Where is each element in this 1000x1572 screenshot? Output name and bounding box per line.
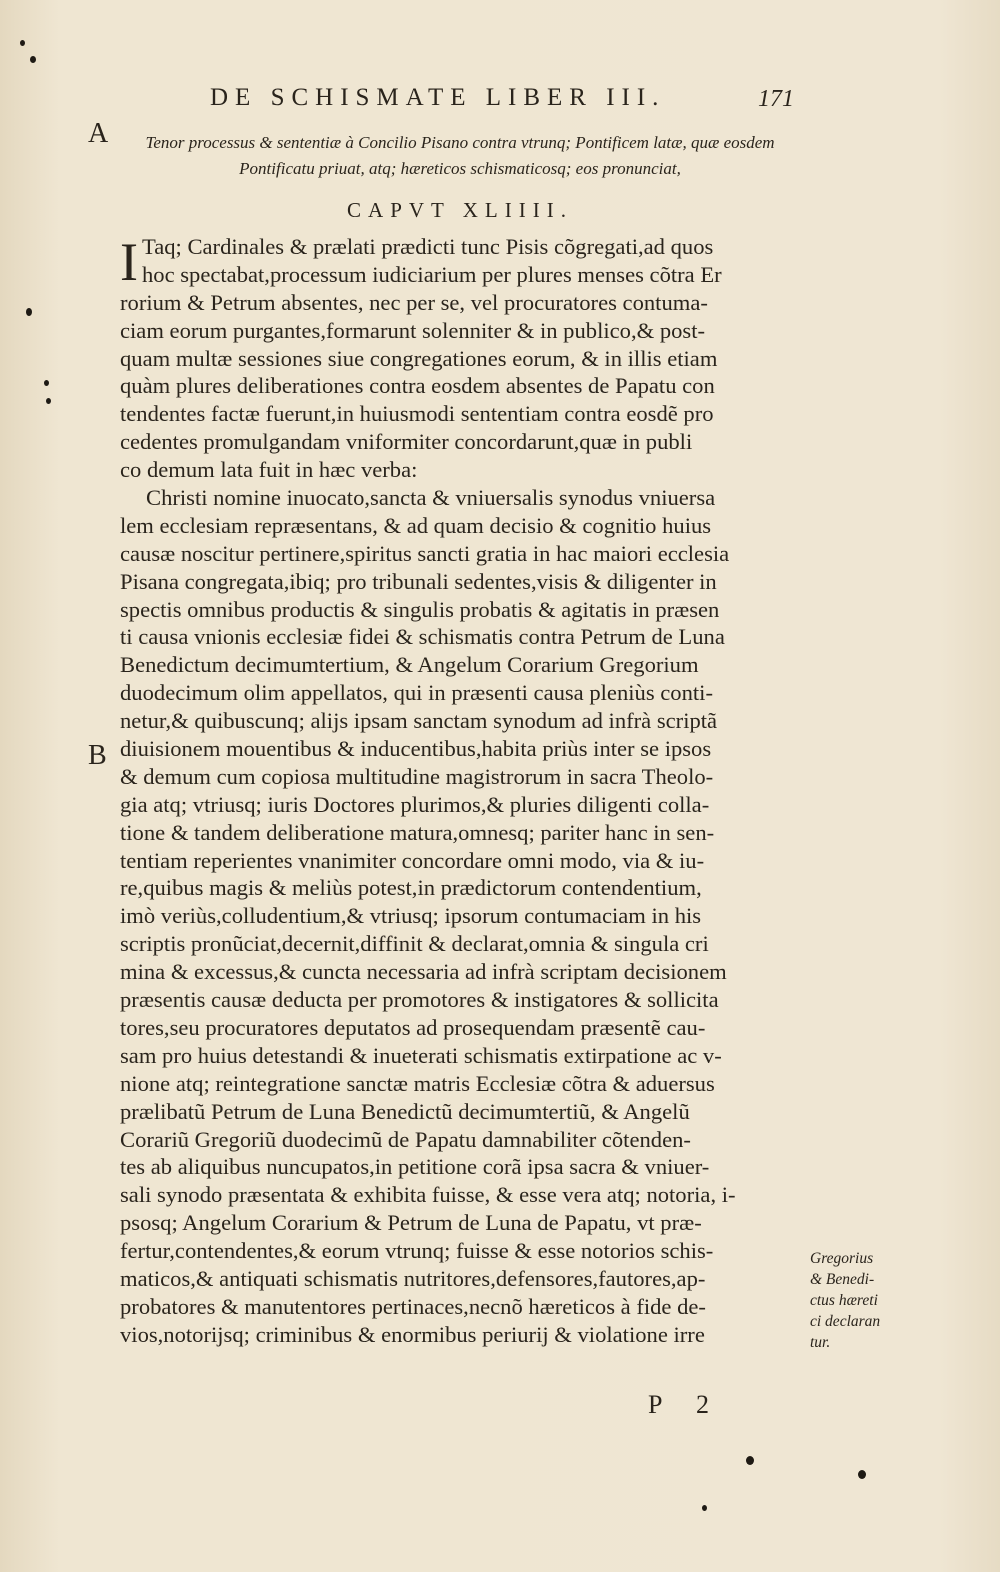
text-line: causæ noscitur pertinere,spiritus sancti gratia in hac maiori ecclesia	[120, 540, 730, 566]
text-line: psosq; Angelum Corarium & Petrum de Luna de Papatu, vt præ-	[120, 1210, 702, 1236]
page-number: 171	[758, 86, 794, 112]
text-line: diuisionem mouentibus & inducentibus,habita priùs inter se ipsos	[120, 736, 712, 762]
ink-spot	[858, 1470, 866, 1479]
text-line: tes ab aliquibus nuncupatos,in petitione corã ipsa sacra & vniuer-	[120, 1154, 710, 1180]
ink-spot	[30, 56, 36, 63]
text-line: tione & tandem deliberatione matura,omnesq; pariter hanc in sen-	[120, 819, 715, 845]
text-line: hoc spectabat,processum iudiciarium per plures menses cõtra Er	[141, 261, 722, 287]
drop-cap: I	[120, 232, 138, 292]
text-line: co demum lata fuit in hæc verba:	[120, 457, 418, 483]
ink-spot	[26, 308, 32, 316]
body-text	[120, 233, 820, 1349]
text-line: probatores & manutentores pertinaces,necnõ hæreticos à fide de-	[120, 1293, 706, 1319]
text-line: prælibatũ Petrum de Luna Benedictũ decimumtertiũ, & Angelũ	[120, 1098, 690, 1124]
text-line: re,quibus magis & meliùs potest,in prædictorum contendentium,	[120, 875, 702, 901]
text-line: Christi nomine inuocato,sancta & vniuersalis synodus vniuersa	[146, 485, 716, 511]
text-line: netur,& quibuscunq; alijs ipsam sanctam synodum ad infrà scriptã	[120, 708, 718, 734]
ink-spot	[44, 380, 49, 386]
text-line: sali synodo præsentata & exhibita fuisse, & esse vera atq; notoria, i-	[120, 1182, 736, 1208]
running-head	[210, 84, 810, 120]
text-line: lem ecclesiam repræsentans, & ad quam decisio & cognitio huius	[120, 512, 712, 538]
chapter-number: CAPVT XLIIII.	[347, 198, 573, 222]
text-line: tentiam reperientes vnanimiter concordare omni modo, via & iu-	[120, 847, 705, 873]
text-line: rorium & Petrum absentes, nec per se, vel procuratores contuma-	[120, 289, 708, 315]
text-line: Corariũ Gregoriũ duodecimũ de Papatu damnabiliter cõtenden-	[120, 1126, 691, 1152]
chapter-summary: Tenor processus & sententiæ à Concilio Pisano contra vtrunq; Pontificem latæ, quæ eosdem Pontificatu priuat, atq; hæreticos schismaticosq; eos pronunciat,	[145, 133, 775, 178]
text-line: Taq; Cardinales & prælati prædicti tunc Pisis cõgregati,ad quos	[141, 234, 714, 259]
text-line: maticos,& antiquati schismatis nutritores,defensores,fautores,ap-	[120, 1265, 706, 1291]
text-line: scriptis pronũciat,decernit,diffinit & declarat,omnia & singula cri	[120, 931, 709, 957]
text-line: tendentes factæ fuerunt,in huiusmodi sententiam contra eosdẽ pro	[120, 401, 714, 427]
ink-spot	[20, 40, 25, 46]
ink-spot	[746, 1456, 754, 1465]
ink-spot	[46, 398, 51, 404]
text-line: mina & excessus,& cuncta necessaria ad infrà scriptam decisionem	[120, 959, 727, 985]
text-line: quàm plures deliberationes contra eosdem absentes de Papatu con	[120, 373, 715, 399]
marginal-note: Gregorius & Benedi- ctus hæreti ci declaran tur.	[810, 1250, 881, 1351]
margin-letter-a: A	[88, 118, 109, 149]
text-line: vios,notorijsq; criminibus & enormibus periurij & violatione irre	[120, 1321, 705, 1347]
text-line: duodecimum olim appellatos, qui in præsenti causa pleniùs conti-	[120, 680, 713, 706]
text-line: ciam eorum purgantes,formarunt solenniter & in publico,& post-	[120, 317, 706, 343]
margin-letter-b: B	[88, 740, 107, 771]
ink-spot	[702, 1505, 707, 1511]
text-line: & demum cum copiosa multitudine magistrorum in sacra Theolo-	[120, 763, 714, 789]
text-line: gia atq; vtriusq; iuris Doctores plurimos,& pluries diligenti colla-	[120, 791, 710, 817]
text-line: spectis omnibus productis & singulis probatis & agitatis in præsen	[120, 596, 720, 622]
text-line: Pisana congregata,ibiq; pro tribunali sedentes,visis & diligenter in	[120, 568, 717, 594]
text-line: cedentes promulgandam vniformiter concordarunt,quæ in publi	[120, 429, 693, 455]
text-line: fertur,contendentes,& eorum vtrunq; fuisse & esse notorios schis-	[120, 1238, 714, 1264]
text-line: præsentis causæ deducta per promotores & instigatores & sollicita	[120, 987, 719, 1013]
text-line: Benedictum decimumtertium, & Angelum Corarium Gregorium	[120, 652, 699, 678]
text-line: tores,seu procuratores deputatos ad prosequendam præsentẽ cau-	[120, 1014, 706, 1040]
signature-mark: P 2	[648, 1390, 723, 1419]
text-line: ti causa vnionis ecclesiæ fidei & schismatis contra Petrum de Luna	[120, 624, 725, 650]
text-line: quam multæ sessiones siue congregationes eorum, & in illis etiam	[120, 345, 718, 371]
running-head-title: DE SCHISMATE LIBER III.	[210, 84, 666, 111]
text-line: nione atq; reintegratione sanctæ matris Ecclesiæ cõtra & aduersus	[120, 1070, 715, 1096]
text-line: sam pro huius detestandi & inueterati schismatis extirpatione ac v-	[120, 1042, 722, 1068]
text-line: imò veriùs,colludentium,& vtriusq; ipsorum contumaciam in his	[120, 903, 702, 929]
